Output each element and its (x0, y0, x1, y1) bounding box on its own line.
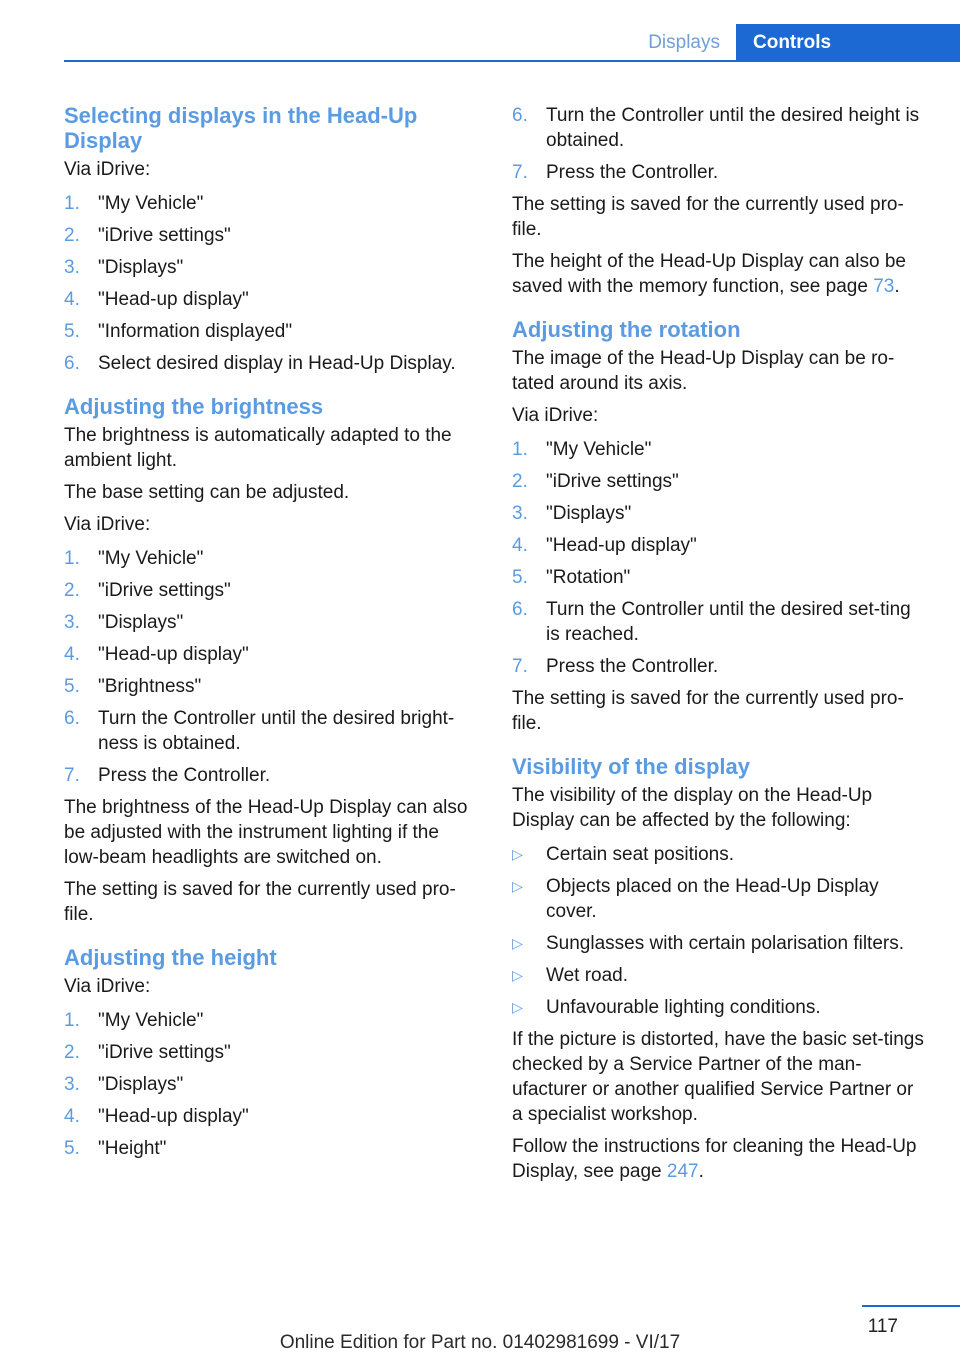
step-text: "Height" (98, 1138, 167, 1159)
step-number: 3. (64, 612, 80, 633)
step-number: 1. (512, 439, 528, 460)
step-item (64, 578, 478, 603)
step-number: 5. (64, 676, 80, 697)
step-text: Turn the Controller until the desired height is obtained. (546, 105, 920, 151)
step-item (64, 1072, 478, 1097)
step-number: 3. (64, 1074, 80, 1095)
step-text: "Information displayed" (98, 321, 293, 342)
step-text: Press the Controller. (546, 162, 719, 183)
step-number: 1. (64, 1010, 80, 1031)
via-idrive-text: Via iDrive: (64, 159, 151, 180)
bullet-text: Wet road. (546, 965, 629, 986)
page-number-rule (862, 1305, 960, 1307)
step-item (64, 674, 478, 699)
step-text: "Head-up display" (98, 644, 249, 665)
page-link-247[interactable]: 247 (666, 1161, 699, 1182)
step-text: "iDrive settings" (98, 225, 231, 246)
bullet-text: Objects placed on the Head-Up Display cover. (546, 876, 879, 922)
bullet-item (512, 874, 926, 924)
step-number: 5. (512, 567, 528, 588)
step-text: "iDrive settings" (546, 471, 679, 492)
height-memory-note (512, 249, 926, 299)
step-text: Press the Controller. (546, 656, 719, 677)
bullet-text: Certain seat positions. (546, 844, 734, 865)
triangle-bullet-icon: ▷ (512, 935, 523, 951)
rotation-intro: The image of the Head-Up Display can be ro‐tated around its axis. (512, 348, 895, 394)
step-text: Turn the Controller until the desired set‐ting is reached. (546, 599, 911, 645)
step-number: 2. (64, 225, 80, 246)
step-item (512, 469, 926, 494)
height-memory-end: . (894, 276, 900, 297)
visibility-intro: The visibility of the display on the Head-Up Display can be affected by the following: (512, 785, 873, 831)
heading-selecting-displays: Selecting displays in the Head-Up Display (64, 103, 418, 153)
step-text: "iDrive settings" (98, 1042, 231, 1063)
step-number: 1. (64, 193, 80, 214)
brightness-instrument-note: The brightness of the Head-Up Display can also be adjusted with the instrument lighting if the low-beam headlights are switched on. (64, 797, 468, 868)
step-item (512, 160, 926, 185)
bullet-item (512, 995, 926, 1020)
step-number: 6. (512, 105, 528, 126)
cleaning-end: . (698, 1161, 704, 1182)
step-number: 1. (64, 548, 80, 569)
cleaning-text: Follow the instructions for cleaning the Head-Up Display, see page (512, 1136, 917, 1182)
step-item (64, 763, 478, 788)
step-text: "My Vehicle" (98, 193, 204, 214)
step-number: 5. (64, 321, 80, 342)
via-idrive-text: Via iDrive: (512, 405, 599, 426)
bullet-item (512, 963, 926, 988)
step-item (64, 1136, 478, 1161)
step-item (64, 610, 478, 635)
step-number: 6. (512, 599, 528, 620)
step-number: 3. (64, 257, 80, 278)
step-item (512, 501, 926, 526)
step-text: Select desired display in Head-Up Display. (98, 353, 456, 374)
triangle-bullet-icon: ▷ (512, 846, 523, 862)
page-link-73[interactable]: 73 (873, 276, 895, 297)
step-item (64, 255, 478, 280)
step-item (64, 223, 478, 248)
distortion-note: If the picture is distorted, have the basic set‐tings checked by a Service Partner of the man‐ufacturer or another qualified Service Partner or a specialist workshop. (512, 1029, 924, 1125)
step-item (64, 642, 478, 667)
step-number: 7. (512, 162, 528, 183)
step-text: "Rotation" (546, 567, 631, 588)
step-number: 6. (64, 708, 80, 729)
step-item (64, 191, 478, 216)
via-idrive-text: Via iDrive: (64, 976, 151, 997)
step-number: 4. (64, 644, 80, 665)
step-item (64, 1008, 478, 1033)
height-memory-text: The height of the Head-Up Display can also be saved with the memory function, see page (512, 251, 906, 297)
step-number: 2. (64, 580, 80, 601)
step-item (64, 351, 478, 376)
page-number: 117 (867, 1316, 898, 1337)
cleaning-note (512, 1134, 926, 1184)
step-number: 6. (64, 353, 80, 374)
brightness-base: The base setting can be adjusted. (64, 482, 350, 503)
edition-footer: Online Edition for Part no. 01402981699 - VI/17 (279, 1332, 681, 1353)
step-item (512, 533, 926, 558)
step-text: "My Vehicle" (98, 548, 204, 569)
step-item (64, 287, 478, 312)
steps-list-brightness (64, 546, 478, 788)
header-section-tab[interactable]: Displays (648, 32, 720, 53)
step-text: "Displays" (98, 1074, 184, 1095)
left-column (64, 103, 478, 1168)
height-saved-note: The setting is saved for the currently used pro‐file. (512, 194, 904, 240)
step-text: "My Vehicle" (546, 439, 652, 460)
step-item (512, 565, 926, 590)
bullet-item (512, 931, 926, 956)
right-column (512, 103, 926, 1184)
steps-list-selecting (64, 191, 478, 376)
step-text: "My Vehicle" (98, 1010, 204, 1031)
step-number: 7. (512, 656, 528, 677)
steps-list-rotation (512, 437, 926, 679)
step-number: 4. (64, 1106, 80, 1127)
step-text: "Head-up display" (98, 1106, 249, 1127)
brightness-saved-note: The setting is saved for the currently used pro‐file. (64, 879, 456, 925)
triangle-bullet-icon: ▷ (512, 878, 523, 894)
header-rule (64, 60, 960, 62)
step-text: "Displays" (98, 257, 184, 278)
step-item (64, 706, 478, 756)
step-number: 4. (64, 289, 80, 310)
triangle-bullet-icon: ▷ (512, 967, 523, 983)
step-text: Turn the Controller until the desired bright‐ness is obtained. (98, 708, 455, 754)
step-text: "Brightness" (98, 676, 202, 697)
bullet-text: Unfavourable lighting conditions. (546, 997, 821, 1018)
step-number: 7. (64, 765, 80, 786)
step-text: "Displays" (546, 503, 632, 524)
step-text: Press the Controller. (98, 765, 271, 786)
step-item (512, 437, 926, 462)
header-chapter-tab[interactable]: Controls (736, 24, 960, 62)
steps-list-height-cont (512, 103, 926, 185)
step-text: "Head-up display" (98, 289, 249, 310)
step-text: "iDrive settings" (98, 580, 231, 601)
heading-rotation: Adjusting the rotation (512, 317, 741, 342)
step-number: 3. (512, 503, 528, 524)
step-item (64, 546, 478, 571)
step-item (64, 1040, 478, 1065)
step-text: "Displays" (98, 612, 184, 633)
step-number: 2. (64, 1042, 80, 1063)
bullet-text: Sunglasses with certain polarisation filters. (546, 933, 905, 954)
steps-list-height (64, 1008, 478, 1161)
step-number: 4. (512, 535, 528, 556)
visibility-bullets (512, 842, 926, 1020)
step-text: "Head-up display" (546, 535, 697, 556)
via-idrive-text: Via iDrive: (64, 514, 151, 535)
step-item (64, 1104, 478, 1129)
heading-visibility: Visibility of the display (512, 754, 750, 779)
brightness-intro: The brightness is automatically adapted to the ambient light. (64, 425, 452, 471)
step-item (512, 654, 926, 679)
triangle-bullet-icon: ▷ (512, 999, 523, 1015)
step-item (512, 103, 926, 153)
step-item (512, 597, 926, 647)
heading-brightness: Adjusting the brightness (64, 394, 324, 419)
step-item (64, 319, 478, 344)
step-number: 5. (64, 1138, 80, 1159)
step-number: 2. (512, 471, 528, 492)
rotation-saved-note: The setting is saved for the currently used pro‐file. (512, 688, 904, 734)
heading-height: Adjusting the height (64, 945, 277, 970)
bullet-item (512, 842, 926, 867)
